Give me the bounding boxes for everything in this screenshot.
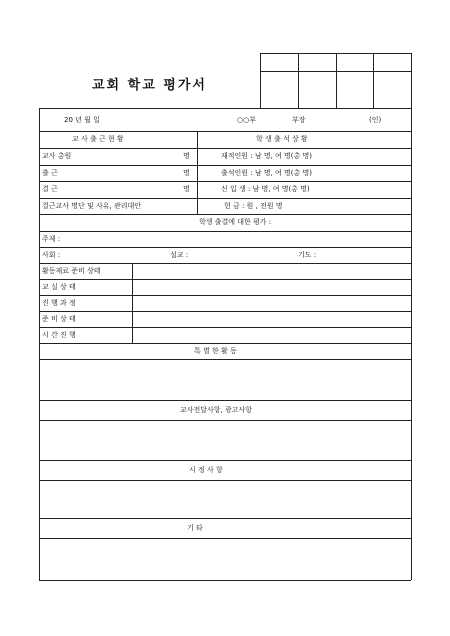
teacher-present-unit: 명 [183, 169, 190, 177]
offering-line: 헌 금 : 원 , 전원 명 [224, 202, 283, 210]
teacher-attendance-header: 교 사 출 근 현 황 [72, 135, 124, 143]
check-progress: 진 행 과 정 [42, 299, 76, 307]
seal-mark: (인) [369, 116, 382, 124]
absent-teacher-list-label: 결근교사 명단 및 사유, 관리대안 [42, 202, 142, 210]
check-preparation: 준 비 상 태 [42, 315, 76, 323]
date-line: 20 년 월 일 [64, 116, 100, 124]
topic-label: 주제 : [42, 235, 61, 243]
check-classroom: 교 실 상 태 [42, 283, 76, 291]
teacher-absent-unit: 명 [183, 185, 190, 193]
notice-header: 교사전달사항, 광고사항 [180, 406, 253, 414]
department-head-label: 부장 [292, 116, 306, 124]
department-name: ○○부 [237, 116, 256, 124]
etc-header: 기 타 [187, 524, 203, 532]
teacher-absent-label: 결 근 [42, 185, 58, 193]
correction-header: 시 정 사 항 [189, 466, 223, 474]
prayer-label: 기도 : [298, 251, 317, 259]
leader-label: 사회 : [42, 251, 61, 259]
student-attendance-evaluation: 학생 출결에 대한 평가 : [199, 218, 272, 226]
teacher-total-label: 교사 총원 [42, 152, 72, 160]
check-materials: 활동재료 준비 상태 [42, 267, 101, 275]
student-attendance-header: 학 생 출 석 상 황 [256, 135, 308, 143]
teacher-total-unit: 명 [183, 152, 190, 160]
student-enrolled-line: 재적인원 : 남 명, 여 명(총 명) [221, 152, 313, 160]
special-activity-header: 특 별 한 활 동 [194, 347, 237, 355]
teacher-present-label: 출 근 [42, 169, 58, 177]
student-present-line: 출석인원 : 남 명, 여 명(총 명) [221, 169, 313, 177]
check-time: 시 간 진 행 [42, 331, 76, 339]
sermon-label: 설교 : [170, 251, 189, 259]
form-title: 교회 학교 평가서 [92, 78, 207, 93]
new-student-line: 신 입 생 : 남 명, 여 명(총 명) [221, 185, 310, 193]
